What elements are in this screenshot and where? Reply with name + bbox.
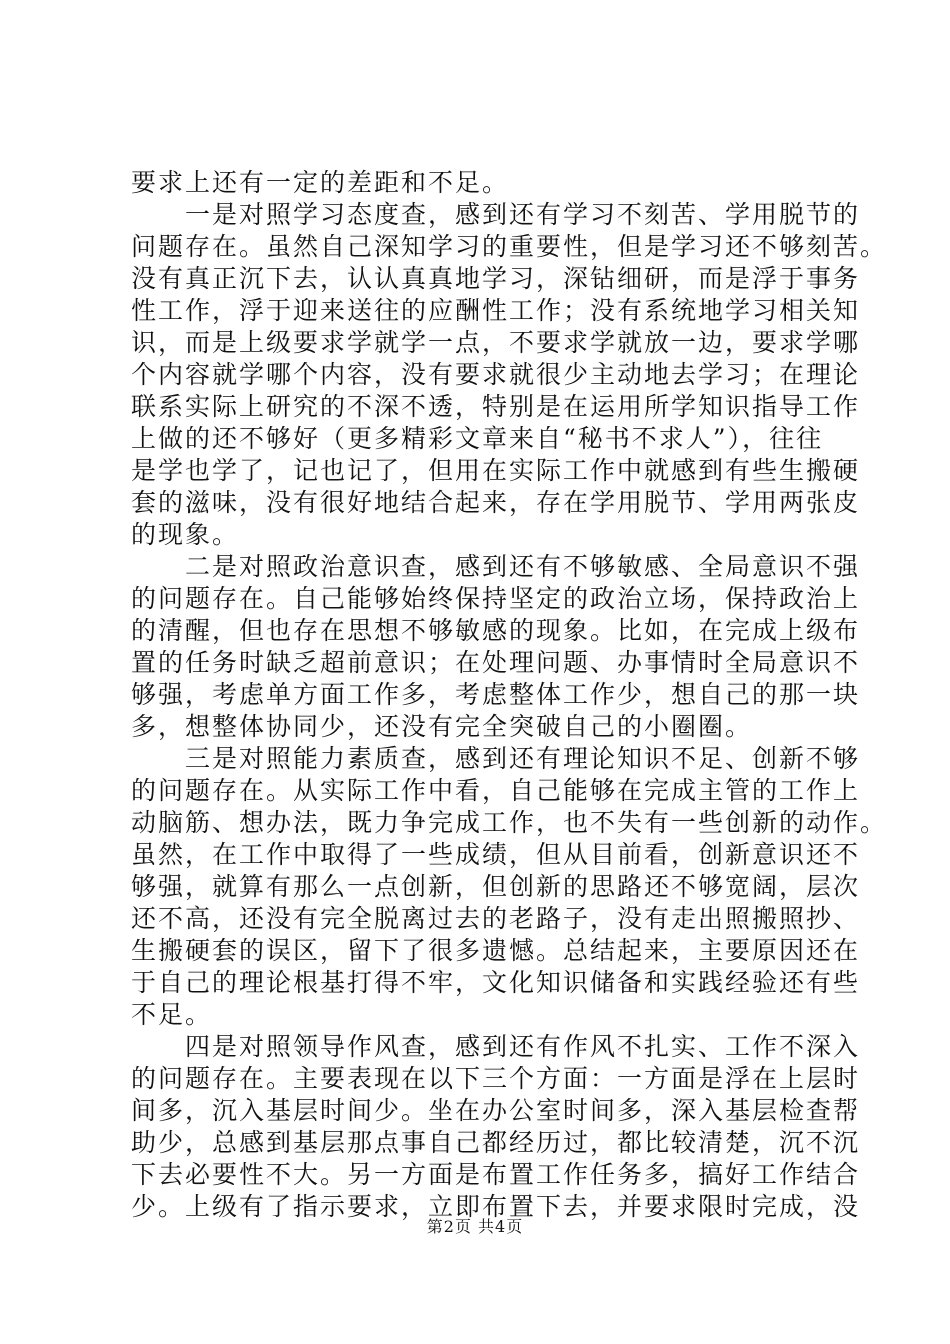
text-line: 要求上还有一定的差距和不足。 — [131, 168, 510, 197]
text-line: 不足。 — [131, 1000, 213, 1029]
text-line: 助少，总感到基层那点事自己都经历过，都比较清楚，沉不沉 — [131, 1128, 861, 1157]
text-line: 一是对照学习态度查，感到还有学习不刻苦、学用脱节的 — [131, 200, 861, 229]
text-line: 的问题存在。主要表现在以下三个方面：一方面是浮在上层时 — [131, 1064, 861, 1093]
text-line: 上做的还不够好（更多精彩文章来自“秘书不求人”），往往 — [131, 424, 824, 453]
text-line: 生搬硬套的误区，留下了很多遗憾。总结起来，主要原因还在 — [131, 936, 861, 965]
text-line: 问题存在。虽然自己深知学习的重要性，但是学习还不够刻苦。 — [131, 232, 888, 261]
text-line: 是学也学了，记也记了，但用在实际工作中就感到有些生搬硬 — [131, 456, 861, 485]
text-line: 的清醒，但也存在思想不够敏感的现象。比如，在完成上级布 — [131, 616, 861, 645]
text-line: 没有真正沉下去，认认真真地学习，深钻细研，而是浮于事务 — [131, 264, 861, 293]
text-line: 够强，考虑单方面工作多，考虑整体工作少，想自己的那一块 — [131, 680, 861, 709]
text-line: 套的滋味，没有很好地结合起来，存在学用脱节、学用两张皮 — [131, 488, 861, 517]
document-body — [131, 167, 888, 1223]
text-line: 识，而是上级要求学就学一点，不要求学就放一边，要求学哪 — [131, 328, 861, 357]
text-line: 虽然，在工作中取得了一些成绩，但从目前看，创新意识还不 — [131, 840, 861, 869]
text-line: 动脑筋、想办法，既力争完成工作，也不失有一些创新的动作。 — [131, 808, 888, 837]
text-line: 还不高，还没有完全脱离过去的老路子，没有走出照搬照抄、 — [131, 904, 861, 933]
text-line: 联系实际上研究的不深不透，特别是在运用所学知识指导工作 — [131, 392, 861, 421]
text-line: 的问题存在。从实际工作中看，自己能够在完成主管的工作上 — [131, 776, 861, 805]
text-line: 二是对照政治意识查，感到还有不够敏感、全局意识不强 — [131, 552, 861, 581]
text-line: 够强，就算有那么一点创新，但创新的思路还不够宽阔，层次 — [131, 872, 861, 901]
text-line: 四是对照领导作风查，感到还有作风不扎实、工作不深入 — [131, 1032, 861, 1061]
text-line: 的现象。 — [131, 520, 240, 549]
text-line: 三是对照能力素质查，感到还有理论知识不足、创新不够 — [131, 744, 861, 773]
text-line: 间多，沉入基层时间少。坐在办公室时间多，深入基层检查帮 — [131, 1096, 861, 1125]
text-line: 性工作，浮于迎来送往的应酬性工作；没有系统地学习相关知 — [131, 296, 861, 325]
text-line: 少。上级有了指示要求，立即布置下去，并要求限时完成，没 — [131, 1192, 861, 1221]
text-line: 于自己的理论根基打得不牢，文化知识储备和实践经验还有些 — [131, 968, 861, 997]
text-line: 个内容就学哪个内容，没有要求就很少主动地去学习；在理论 — [131, 360, 861, 389]
page-number-footer: 第2页 共4页 — [426, 1217, 524, 1236]
text-line: 下去必要性不大。另一方面是布置工作任务多，搞好工作结合 — [131, 1160, 861, 1189]
text-line: 的问题存在。自己能够始终保持坚定的政治立场，保持政治上 — [131, 584, 861, 613]
text-line: 置的任务时缺乏超前意识；在处理问题、办事情时全局意识不 — [131, 648, 861, 677]
text-line: 多，想整体协同少，还没有完全突破自己的小圈圈。 — [131, 712, 753, 741]
